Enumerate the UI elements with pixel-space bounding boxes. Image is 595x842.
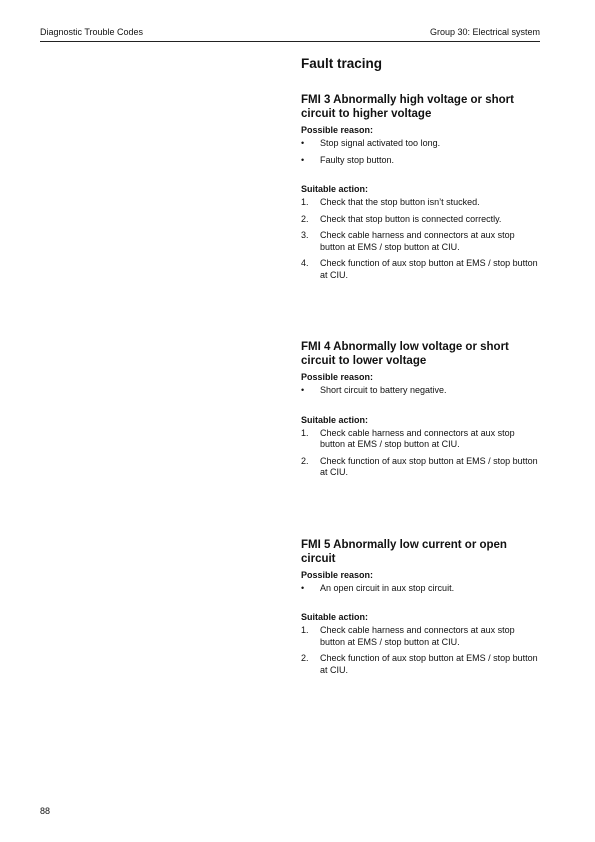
- list-item: [301, 428, 541, 451]
- fmi5-reason-heading: Possible reason:: [301, 569, 374, 580]
- fmi3-block: [301, 93, 541, 281]
- fmi4-action-list: [301, 428, 541, 479]
- fmi4-action-heading: Suitable action:: [301, 414, 369, 425]
- step-number: 4.: [301, 258, 309, 268]
- step-number: 1.: [301, 625, 309, 635]
- list-item-text: Short circuit to battery negative.: [320, 385, 447, 395]
- header-left-title: Diagnostic Trouble Codes: [40, 27, 144, 37]
- list-item-text: Check function of aux stop button at EMS / stop button at CIU.: [320, 258, 538, 280]
- fmi5-action-heading: Suitable action:: [301, 612, 369, 622]
- bullet-marker: •: [301, 154, 305, 165]
- list-item: [301, 625, 541, 648]
- list-item-text: Check cable harness and connectors at aux stop button at EMS / stop button at CIU.: [320, 427, 515, 449]
- main-content: [301, 56, 541, 681]
- list-item: [301, 385, 541, 397]
- fmi3-title: FMI 3 Abnormally high voltage or short circuit to higher voltage: [301, 94, 514, 120]
- list-item: [301, 138, 541, 150]
- list-item-text: Faulty stop button.: [320, 154, 395, 165]
- list-item: [301, 214, 541, 226]
- page-header: [40, 27, 540, 42]
- fmi5-block: [301, 538, 541, 677]
- section-title: Fault tracing: [301, 56, 383, 71]
- list-item-text: Check function of aux stop button at EMS / stop button at CIU.: [320, 455, 538, 477]
- list-item-text: Check function of aux stop button at EMS / stop button at CIU.: [320, 653, 538, 675]
- step-number: 3.: [301, 230, 309, 240]
- list-item-text: An open circuit in aux stop circuit.: [320, 582, 455, 593]
- fmi3-reason-list: [301, 138, 541, 166]
- step-number: 2.: [301, 213, 309, 224]
- fmi4-title: FMI 4 Abnormally low voltage or short circuit to lower voltage: [301, 341, 509, 367]
- step-number: 2.: [301, 455, 309, 466]
- bullet-marker: •: [301, 385, 305, 395]
- fmi3-action-list: [301, 197, 541, 281]
- page-number: 88: [40, 806, 51, 816]
- list-item: [301, 155, 541, 167]
- step-number: 1.: [301, 427, 309, 438]
- fmi4-block: [301, 340, 541, 479]
- fmi4-reason-list: [301, 385, 541, 397]
- list-item: [301, 230, 541, 253]
- bullet-marker: •: [301, 138, 305, 148]
- fmi4-reason-heading: Possible reason:: [301, 372, 374, 382]
- list-item: [301, 583, 541, 595]
- list-item: [301, 197, 541, 209]
- list-item-text: Stop signal activated too long.: [320, 138, 441, 148]
- header-right-title: Group 30: Electrical system: [429, 27, 540, 37]
- list-item-text: Check cable harness and connectors at aux stop button at EMS / stop button at CIU.: [320, 625, 515, 647]
- list-item: [301, 653, 541, 676]
- step-number: 1.: [301, 197, 309, 207]
- fmi5-title: FMI 5 Abnormally low current or open circuit: [301, 538, 507, 565]
- fmi5-action-list: [301, 625, 541, 676]
- list-item-text: Check that stop button is connected correctly.: [320, 213, 502, 224]
- step-number: 2.: [301, 653, 309, 663]
- list-item-text: Check cable harness and connectors at aux stop button at EMS / stop button at CIU.: [320, 230, 515, 252]
- list-item: [301, 258, 541, 281]
- list-item-text: Check that the stop button isn’t stucked.: [320, 197, 480, 207]
- bullet-marker: •: [301, 582, 305, 593]
- list-item: [301, 456, 541, 479]
- fmi3-action-heading: Suitable action:: [301, 184, 369, 194]
- fmi3-reason-heading: Possible reason:: [301, 125, 374, 135]
- fmi5-reason-list: [301, 583, 541, 595]
